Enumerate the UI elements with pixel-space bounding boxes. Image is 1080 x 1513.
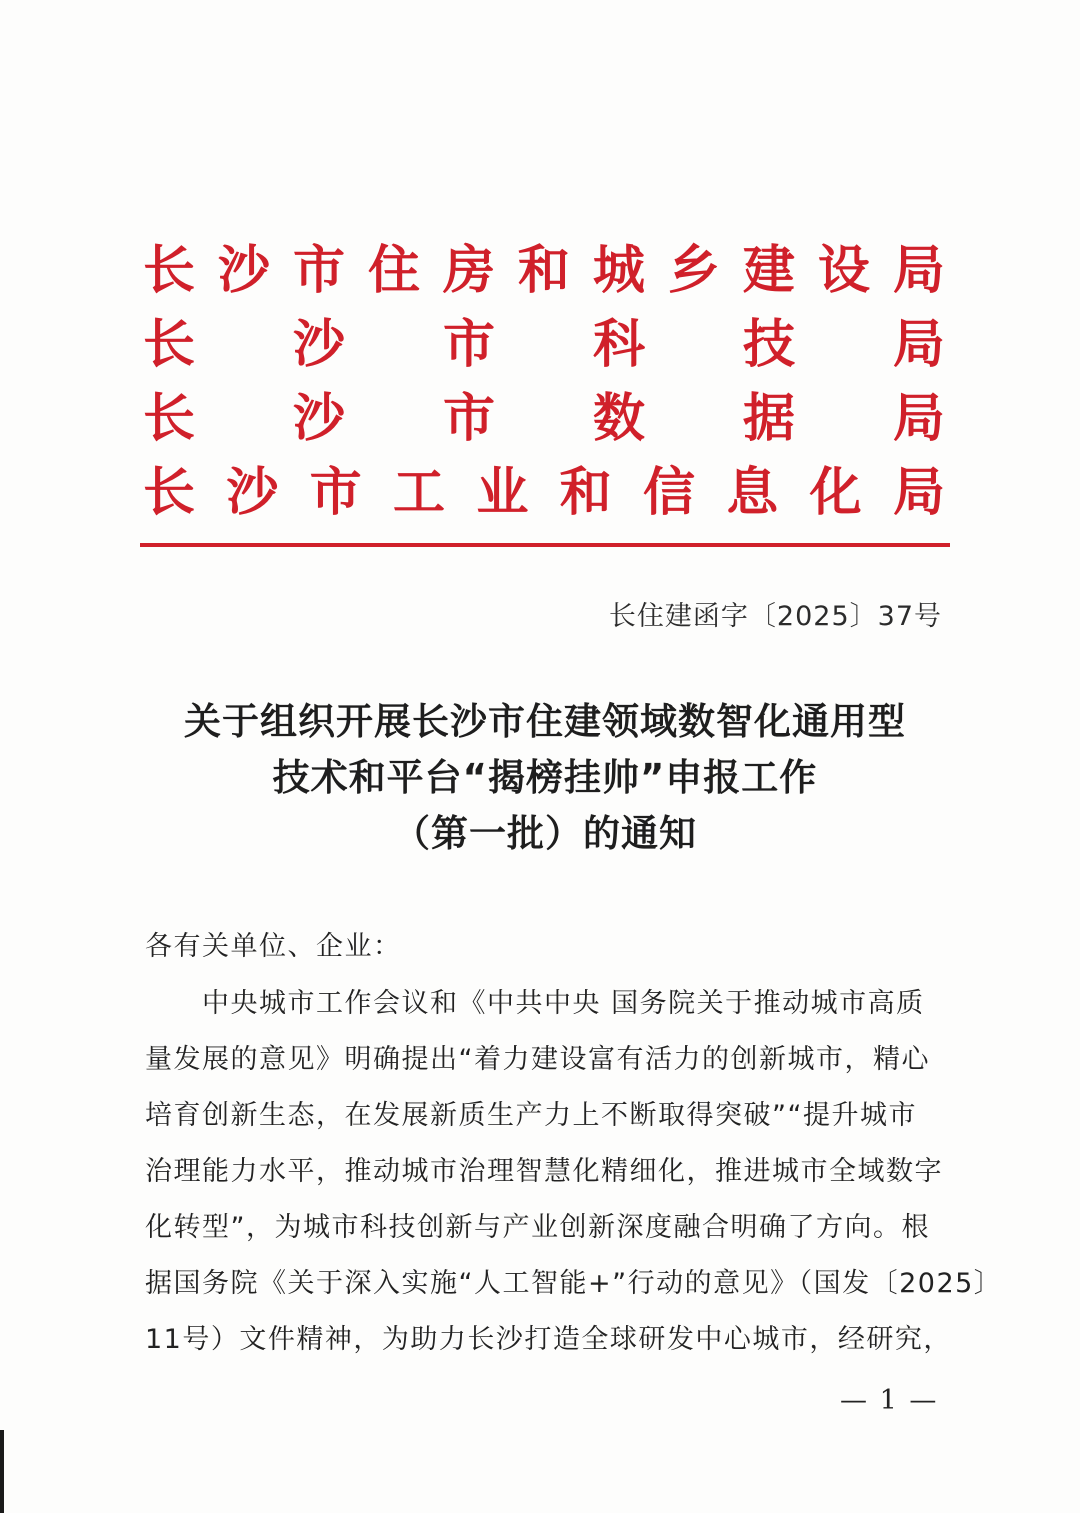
letterhead-char: 设 [817, 240, 870, 301]
document-title-line: 关于组织开展长沙市住建领域数智化通用型 [184, 700, 906, 743]
letterhead-char: 城 [592, 240, 645, 301]
letterhead-char: 市 [442, 388, 495, 449]
document-title-line: 技术和平台“揭榜挂帅”申报工作 [272, 756, 818, 799]
letterhead-char: 乡 [667, 240, 720, 301]
letterhead-char: 据 [742, 388, 795, 449]
document-number: 长住建函字〔2025〕37号 [608, 601, 942, 632]
letterhead-line-data-bureau [143, 388, 945, 450]
salutation: 各有关单位、企业： [145, 931, 402, 962]
letterhead-char: 科 [592, 314, 645, 375]
letterhead-char: 局 [892, 462, 945, 523]
letterhead-char: 技 [742, 314, 795, 375]
letterhead-char: 长 [143, 462, 196, 523]
letterhead-char: 沙 [292, 314, 345, 375]
letterhead-char: 住 [367, 240, 420, 301]
body-line: 培育创新生态，在发展新质生产力上不断取得突破”“提升城市 [145, 1100, 917, 1131]
letterhead-char: 化 [809, 462, 862, 523]
letterhead-char: 建 [742, 240, 795, 301]
letterhead-line-science-bureau [143, 314, 945, 376]
letterhead-char: 市 [292, 240, 345, 301]
letterhead-char: 信 [642, 462, 695, 523]
page-number: — 1 — [840, 1385, 939, 1416]
letterhead-char: 和 [559, 462, 612, 523]
body-line: 中央城市工作会议和《中共中央 国务院关于推动城市高质 [145, 988, 925, 1019]
letterhead-char: 和 [517, 240, 570, 301]
letterhead-char: 市 [442, 314, 495, 375]
letterhead-char: 长 [143, 388, 196, 449]
letterhead-char: 沙 [292, 388, 345, 449]
letterhead-char: 局 [892, 240, 945, 301]
letterhead-char: 息 [726, 462, 779, 523]
letterhead-char: 工 [392, 462, 445, 523]
letterhead-char: 数 [592, 388, 645, 449]
letterhead-char: 房 [442, 240, 495, 301]
letterhead-separator [140, 543, 950, 547]
letterhead-char: 业 [476, 462, 529, 523]
body-line: 11号）文件精神，为助力长沙打造全球研发中心城市，经研究， [145, 1324, 952, 1355]
letterhead-char: 长 [143, 314, 196, 375]
document-title-line: （第一批）的通知 [393, 812, 697, 855]
body-line: 据国务院《关于深入实施“人工智能+”行动的意见》（国发〔2025〕 [145, 1268, 1003, 1299]
letterhead-char: 局 [892, 314, 945, 375]
scan-edge-mark [0, 1430, 4, 1513]
body-line: 治理能力水平，推动城市治理智慧化精细化，推进城市全域数字 [145, 1156, 943, 1187]
letterhead-char: 局 [892, 388, 945, 449]
letterhead-line-industry-bureau [143, 462, 945, 524]
letterhead-char: 长 [143, 240, 196, 301]
letterhead-char: 沙 [226, 462, 279, 523]
body-line: 量发展的意见》明确提出“着力建设富有活力的创新城市，精心 [145, 1044, 930, 1075]
letterhead-line-housing-bureau [143, 240, 945, 302]
body-line: 化转型”，为城市科技创新与产业创新深度融合明确了方向。根 [145, 1212, 930, 1243]
letterhead-char: 沙 [217, 240, 270, 301]
letterhead-char: 市 [309, 462, 362, 523]
